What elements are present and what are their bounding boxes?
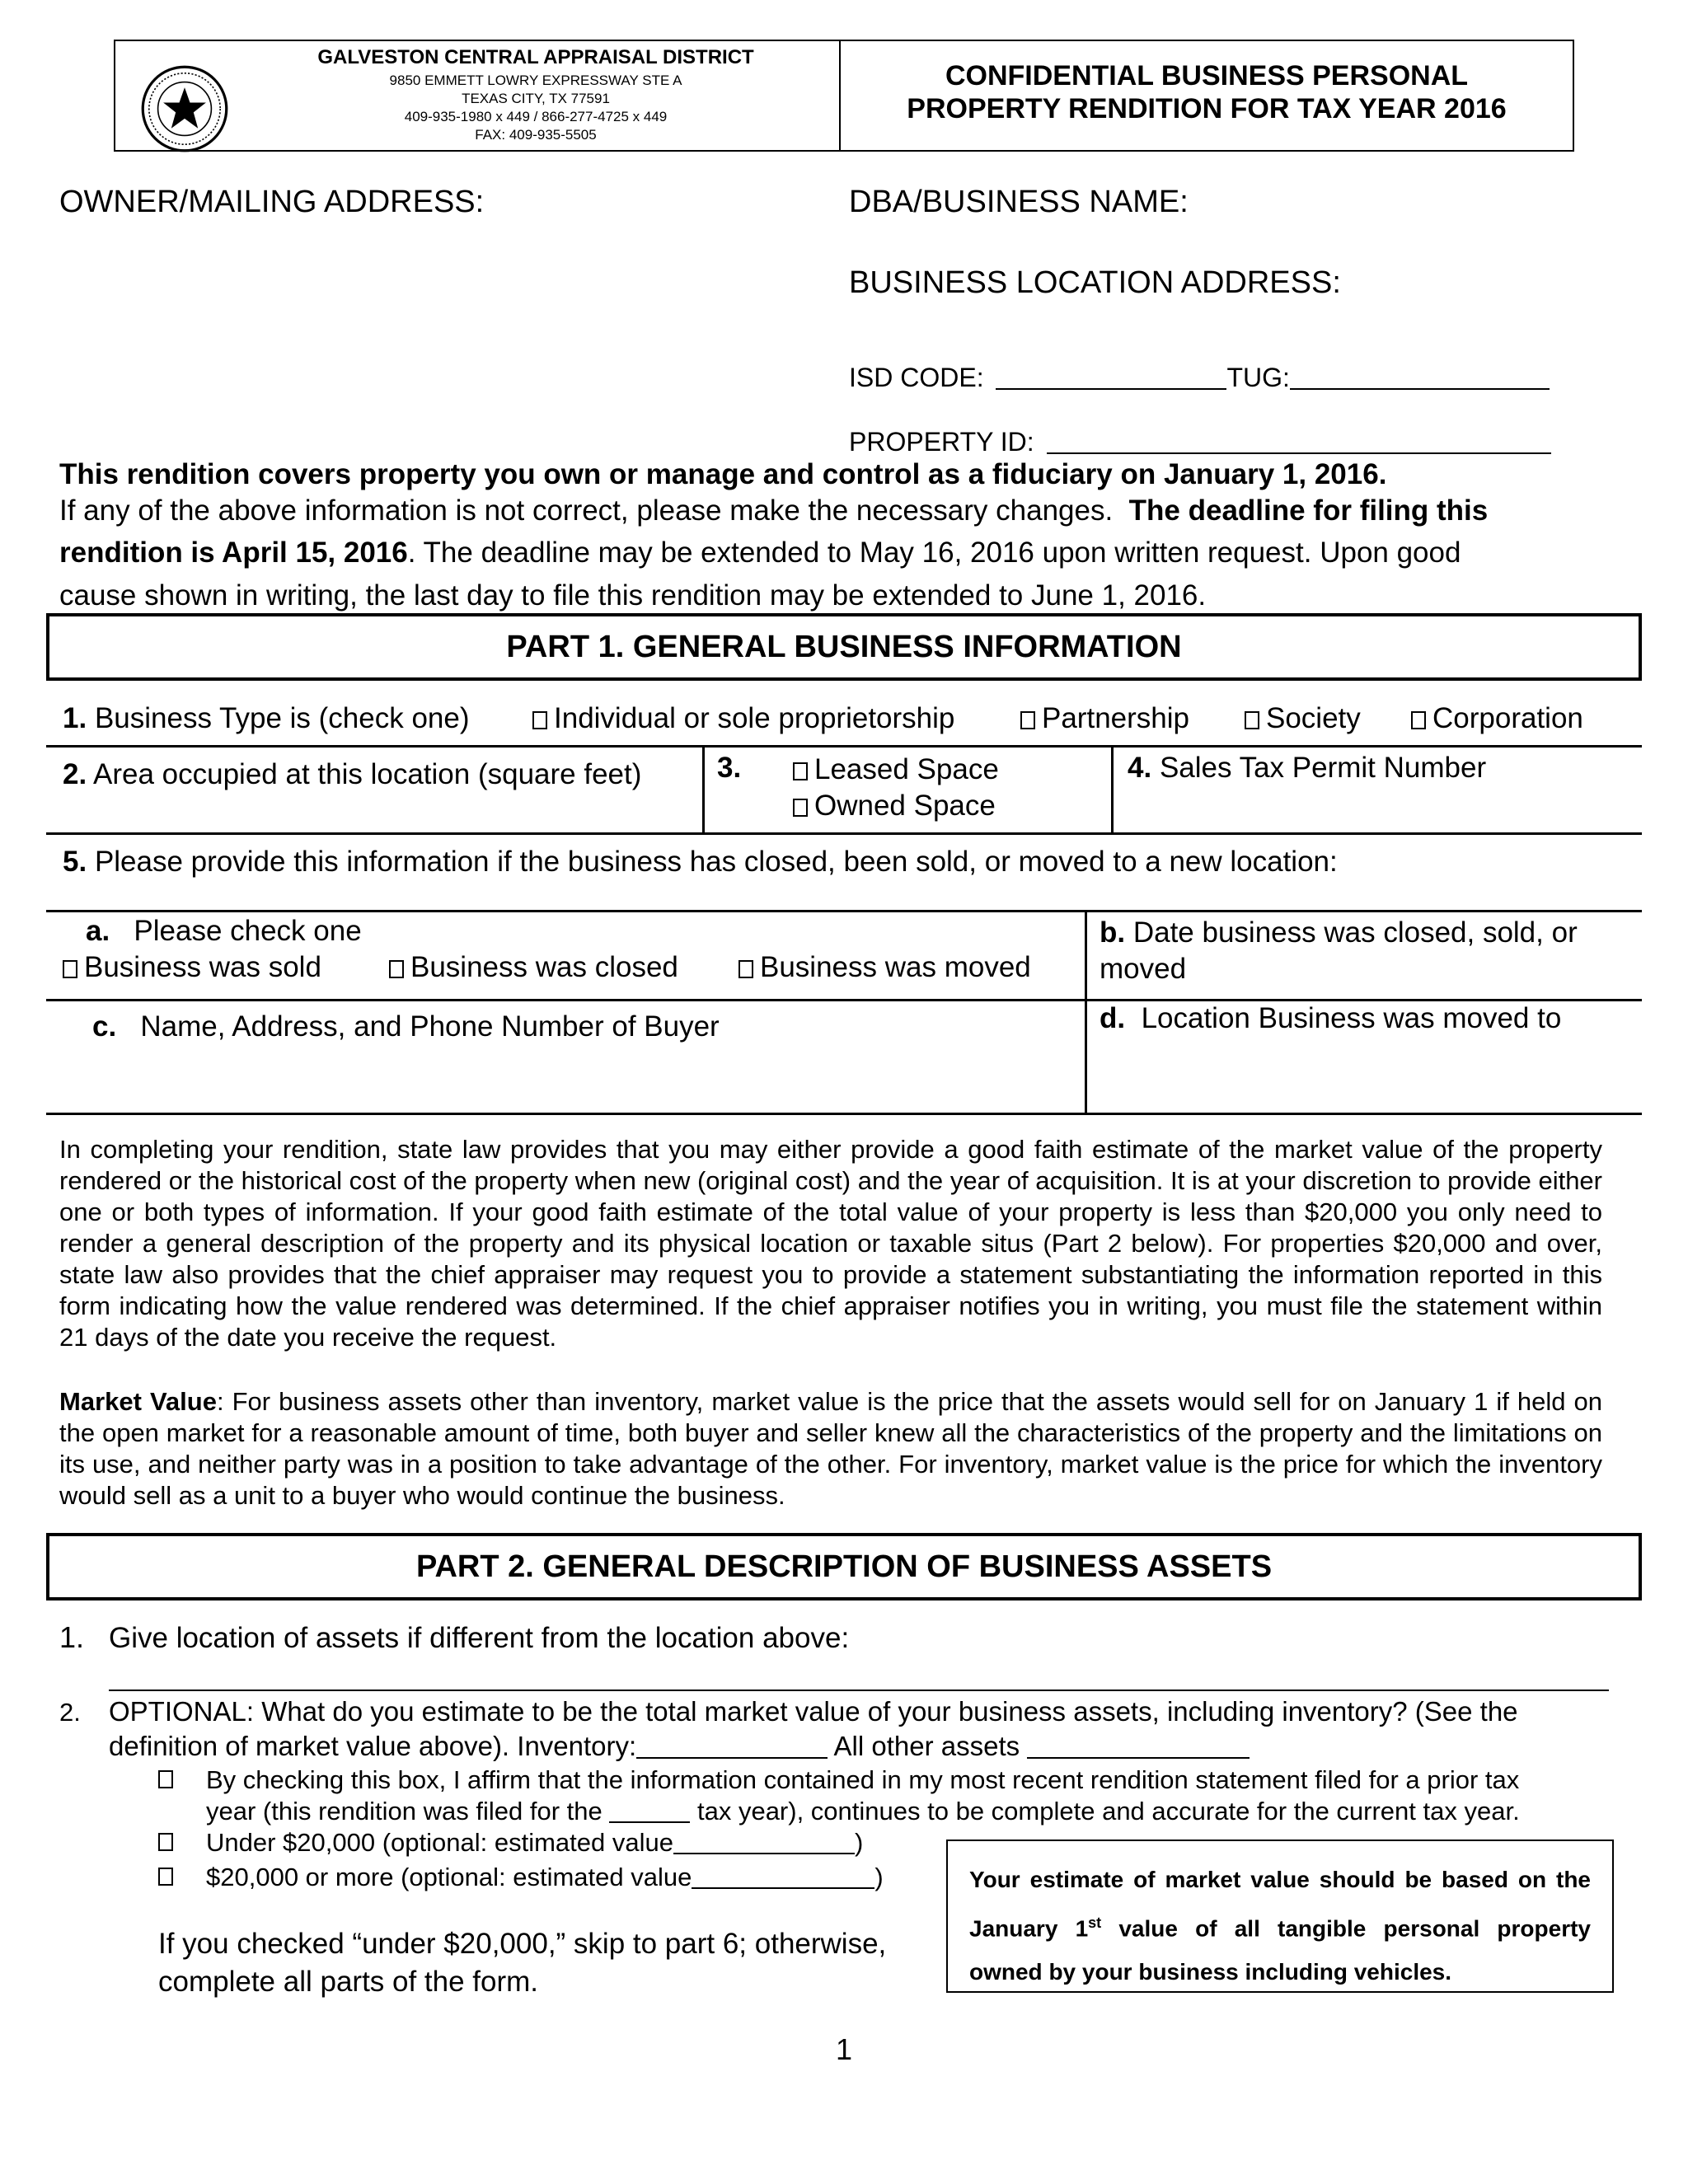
q2-label: Area occupied at this location (square feet) <box>93 758 642 790</box>
tug-field[interactable] <box>1290 363 1550 390</box>
dba-label: DBA/BUSINESS NAME: <box>849 185 1189 219</box>
inventory-label: definition of market value above). Inventory: <box>109 1731 637 1761</box>
coverage-statement: This rendition covers property you own or manage and control as a fiduciary on January 1, 2016. <box>59 458 1387 490</box>
rule <box>46 832 1642 835</box>
skip-instruction <box>158 1925 886 2001</box>
tug-label: TUG: <box>1226 363 1290 392</box>
q5b-cell[interactable] <box>1100 915 1578 987</box>
option-society[interactable] <box>1245 702 1361 735</box>
q5-label: Please provide this information if the business has closed, been sold, or moved to a new location: <box>94 846 1338 878</box>
page-number: 1 <box>835 2032 853 2066</box>
checkbox-leased[interactable] <box>793 762 808 780</box>
intro-extension-text: . The deadline may be extended to May 16, 2016 upon written request. Upon good <box>407 537 1461 569</box>
other-assets-field[interactable] <box>1027 1732 1250 1759</box>
org-address-line2: TEXAS CITY, TX 77591 <box>462 91 610 106</box>
market-value-paragraph <box>59 1386 1602 1511</box>
checkbox-affirm[interactable] <box>158 1770 173 1788</box>
rule <box>46 745 1642 748</box>
note-text-b: value of all tangible personal property owned by your business including vehicles. <box>969 1915 1592 1985</box>
sales-tax-cell[interactable] <box>1128 752 1486 785</box>
checkbox-over-20000[interactable] <box>158 1868 173 1886</box>
p2-q1-number: 1. <box>59 1620 85 1654</box>
q1-label: Business Type is (check one) <box>94 702 470 734</box>
option-society-label: Society <box>1266 702 1361 734</box>
rule <box>46 999 1642 1001</box>
prior-tax-year-field[interactable] <box>609 1797 690 1823</box>
isd-tug-row <box>849 363 1550 393</box>
affirm-line1: By checking this box, I affirm that the information contained in my most recent rendition statement filed for a prior tax <box>206 1765 1520 1794</box>
q5a-letter: a. <box>86 915 110 947</box>
affirm-line2-a: year (this rendition was filed for the <box>206 1797 603 1825</box>
checkbox-moved[interactable] <box>738 960 753 978</box>
business-type-row <box>63 702 470 735</box>
p2-q2-number: 2. <box>59 1698 81 1727</box>
divider <box>702 745 705 832</box>
option-leased[interactable] <box>793 753 999 786</box>
over-20000-value-field[interactable] <box>692 1863 874 1889</box>
checkbox-under-20000[interactable] <box>158 1833 173 1851</box>
option-partnership[interactable] <box>1020 702 1189 735</box>
intro-line2 <box>59 494 1602 527</box>
option-moved[interactable] <box>738 951 1031 984</box>
checkbox-owned[interactable] <box>793 799 808 817</box>
district-seal-icon <box>140 64 229 153</box>
option-sold[interactable] <box>63 951 321 984</box>
intro-line2-text: If any of the above information is not correct, please make the necessary changes. <box>59 494 1114 527</box>
part2-header <box>46 1533 1642 1601</box>
note-text-a: Your estimate of market value should be based on the January 1 <box>969 1867 1591 1942</box>
isd-code-label: ISD CODE: <box>849 363 984 392</box>
note-superscript: st <box>1088 1915 1102 1931</box>
intro-line3 <box>59 537 1602 569</box>
option-partnership-label: Partnership <box>1042 702 1189 734</box>
q4-label: Sales Tax Permit Number <box>1159 752 1487 784</box>
rule <box>46 1113 1642 1115</box>
option-corporation-label: Corporation <box>1432 702 1583 734</box>
market-value-label: Market Value <box>59 1387 217 1416</box>
under-20000-value-field[interactable] <box>673 1828 855 1854</box>
part1-title: PART 1. GENERAL BUSINESS INFORMATION <box>506 630 1182 664</box>
checkbox-corporation[interactable] <box>1411 711 1426 729</box>
option-owned-label: Owned Space <box>814 790 996 822</box>
option-closed[interactable] <box>389 951 678 984</box>
business-location-label: BUSINESS LOCATION ADDRESS: <box>849 265 1341 300</box>
affirm-line2 <box>206 1797 1520 1826</box>
part1-header <box>46 613 1642 681</box>
q3-number: 3. <box>717 752 742 784</box>
area-occupied-cell[interactable] <box>63 758 641 791</box>
checkbox-closed[interactable] <box>389 960 404 978</box>
divider <box>1111 745 1114 832</box>
org-phone: 409-935-1980 x 449 / 866-277-4725 x 449 <box>404 109 668 124</box>
q2-number: 2. <box>63 758 87 790</box>
option-sold-label: Business was sold <box>84 951 321 983</box>
q5b-label-line1: Date business was closed, sold, or <box>1132 916 1578 949</box>
option-owned[interactable] <box>793 790 996 823</box>
inventory-field[interactable] <box>636 1732 828 1759</box>
form-title-line2: PROPERTY RENDITION FOR TAX YEAR 2016 <box>907 93 1507 124</box>
under-20000-label: Under $20,000 (optional: estimated value <box>206 1828 673 1857</box>
q5a-heading <box>86 915 362 948</box>
checkbox-society[interactable] <box>1245 711 1259 729</box>
over-20000-row: $20,000 or more (optional: estimated value ) <box>206 1863 884 1891</box>
over-20000-label: $20,000 or more (optional: estimated value <box>206 1863 692 1891</box>
option-individual[interactable] <box>532 702 954 735</box>
market-value-text: : For business assets other than inventory, market value is the price that the assets would sell for on January 1 if held on the open market for a reasonable amount of time, both buyer and seller knew all the characteristics of the property and the limitations on its use, and neither party was in a position to take advantage of the other. For inventory, market value is the price for which the inventory would sell as a unit to a buyer who would continue the business. <box>59 1387 1603 1510</box>
part2-title: PART 2. GENERAL DESCRIPTION OF BUSINESS ASSETS <box>415 1549 1273 1584</box>
checkbox-sold[interactable] <box>63 960 77 978</box>
option-closed-label: Business was closed <box>410 951 678 983</box>
q5c-label: Name, Address, and Phone Number of Buyer <box>140 1010 720 1043</box>
p2-q2-line1: OPTIONAL: What do you estimate to be the total market value of your business assets, including inventory? (See the <box>109 1696 1518 1727</box>
asset-location-field[interactable] <box>109 1690 1609 1691</box>
intro-line4: cause shown in writing, the last day to file this rendition may be extended to June 1, 2016. <box>59 579 1207 612</box>
isd-code-field[interactable] <box>996 363 1226 390</box>
q5d-letter: d. <box>1100 1002 1126 1034</box>
skip-line2: complete all parts of the form. <box>158 1966 539 1998</box>
under-20000-row: Under $20,000 (optional: estimated value ) <box>206 1828 864 1857</box>
option-leased-label: Leased Space <box>814 753 999 785</box>
q5b-label-line2: moved <box>1100 953 1187 985</box>
q5a-label: Please check one <box>134 915 362 947</box>
checkbox-individual[interactable] <box>532 711 547 729</box>
option-individual-label: Individual or sole proprietorship <box>554 702 955 734</box>
q5-row <box>63 846 1338 879</box>
checkbox-partnership[interactable] <box>1020 711 1035 729</box>
p2-q1-label: Give location of assets if different from the location above: <box>109 1622 850 1654</box>
q5d-label: Location Business was moved to <box>1141 1002 1562 1034</box>
q5c-letter: c. <box>92 1010 117 1043</box>
q5c-cell[interactable] <box>92 1010 720 1043</box>
rule <box>46 910 1642 912</box>
p2-q2-line2 <box>109 1731 1250 1762</box>
option-moved-label: Business was moved <box>760 951 1031 983</box>
q5b-letter: b. <box>1100 916 1126 949</box>
form-title-line1: CONFIDENTIAL BUSINESS PERSONAL <box>945 60 1469 91</box>
intro-deadline-date: rendition is April 15, 2016 <box>59 537 408 569</box>
other-assets-label: All other assets <box>833 1731 1020 1761</box>
market-value-note-box <box>946 1840 1614 1993</box>
property-id-field[interactable] <box>1047 428 1551 454</box>
q1-number: 1. <box>63 702 87 734</box>
intro-deadline-bold: The deadline for filing this <box>1128 494 1489 527</box>
option-corporation[interactable] <box>1411 702 1583 735</box>
affirm-line2-b: tax year), continues to be complete and accurate for the current tax year. <box>696 1797 1520 1825</box>
q4-number: 4. <box>1128 752 1152 784</box>
property-id-row <box>849 427 1551 457</box>
q5d-cell[interactable] <box>1100 1002 1561 1035</box>
divider <box>1085 910 1087 1114</box>
org-address-line1: 9850 EMMETT LOWRY EXPRESSWAY STE A <box>389 73 682 88</box>
property-id-label: PROPERTY ID: <box>849 427 1034 457</box>
form-title <box>841 59 1573 125</box>
owner-address-label: OWNER/MAILING ADDRESS: <box>59 185 485 219</box>
skip-line1: If you checked “under $20,000,” skip to part 6; otherwise, <box>158 1928 887 1960</box>
org-fax: FAX: 409-935-5505 <box>475 127 597 143</box>
org-name: GALVESTON CENTRAL APPRAISAL DISTRICT <box>317 46 754 68</box>
rendition-info-paragraph: In completing your rendition, state law provides that you may either provide a good faith estimate of the market value of the property rendered or the historical cost of the property when new (original cost) and the year of acquisition. It is at your discretion to provide either one or both types of information. If your good faith estimate of the total value of your property is less than $20,000 you only need to render a general description of the property and its physical location or taxable situs (Part 2 below). For properties $20,000 and over, state law also provides that the chief appraiser may request you to provide a statement substantiating the information reported in this form indicating how the value rendered was determined. If the chief appraiser notifies you in writing, you must file the statement within 21 days of the date you receive the request. <box>59 1135 1602 1352</box>
q5-number: 5. <box>63 846 87 878</box>
